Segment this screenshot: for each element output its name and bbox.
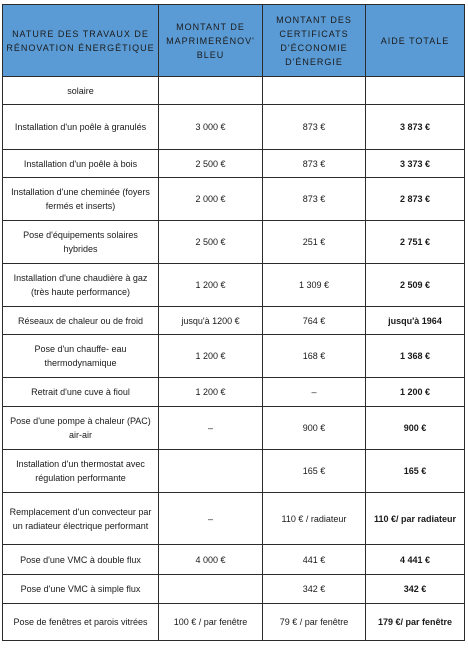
cell-travaux: Pose d'équipements solaires hybrides	[3, 221, 159, 264]
cell-cee: 873 €	[263, 150, 366, 178]
cell-maprime: 1 200 €	[159, 335, 263, 378]
cell-maprime: 2 500 €	[159, 150, 263, 178]
cell-cee: 441 €	[263, 545, 366, 575]
cell-cee: 79 € / par fenêtre	[263, 604, 366, 641]
cell-aide: 179 €/ par fenêtre	[366, 604, 465, 641]
header-row	[3, 5, 465, 77]
cell-maprime: –	[159, 493, 263, 545]
cell-maprime: 2 000 €	[159, 178, 263, 221]
cell-aide: 4 441 €	[366, 545, 465, 575]
cell-travaux: Pose d'un chauffe- eau thermodynamique	[3, 335, 159, 378]
cell-cee	[263, 77, 366, 105]
cell-travaux: Pose d'une VMC à simple flux	[3, 575, 159, 604]
table-row	[3, 493, 465, 545]
cell-maprime	[159, 77, 263, 105]
cell-aide: 900 €	[366, 407, 465, 450]
table-row	[3, 575, 465, 604]
cell-aide: 2 873 €	[366, 178, 465, 221]
header-maprime: MONTANT DE MAPRIMERÉNOV' BLEU	[159, 5, 263, 77]
cell-cee: 873 €	[263, 105, 366, 150]
cell-maprime	[159, 450, 263, 493]
cell-cee: 1 309 €	[263, 264, 366, 307]
table-row	[3, 77, 465, 105]
cell-aide: 1 200 €	[366, 378, 465, 407]
cell-travaux: solaire	[3, 77, 159, 105]
cell-maprime: –	[159, 407, 263, 450]
cell-travaux: Réseaux de chaleur ou de froid	[3, 307, 159, 335]
aid-table	[2, 4, 465, 641]
cell-aide: 2 751 €	[366, 221, 465, 264]
cell-travaux: Installation d'une cheminée (foyers fermés et inserts)	[3, 178, 159, 221]
cell-travaux: Installation d'un poêle à granulés	[3, 105, 159, 150]
cell-aide: 342 €	[366, 575, 465, 604]
cell-cee: 168 €	[263, 335, 366, 378]
cell-cee: –	[263, 378, 366, 407]
header-cee: MONTANT DES CERTIFICATS D'ÉCONOMIE D'ÉNERGIE	[263, 5, 366, 77]
cell-maprime: 2 500 €	[159, 221, 263, 264]
cell-maprime: 3 000 €	[159, 105, 263, 150]
cell-cee: 110 € / radiateur	[263, 493, 366, 545]
cell-travaux: Installation d'un poêle à bois	[3, 150, 159, 178]
table-row	[3, 264, 465, 307]
cell-travaux: Retrait d'une cuve à fioul	[3, 378, 159, 407]
cell-maprime: 100 € / par fenêtre	[159, 604, 263, 641]
table-row	[3, 150, 465, 178]
cell-cee: 764 €	[263, 307, 366, 335]
cell-aide: 3 873 €	[366, 105, 465, 150]
table-row	[3, 105, 465, 150]
cell-travaux: Pose d'une VMC à double flux	[3, 545, 159, 575]
cell-travaux: Installation d'un thermostat avec régulation performante	[3, 450, 159, 493]
cell-travaux: Pose de fenêtres et parois vitrées	[3, 604, 159, 641]
cell-maprime: jusqu'à 1200 €	[159, 307, 263, 335]
cell-travaux: Installation d'une chaudière à gaz (très haute performance)	[3, 264, 159, 307]
cell-cee: 165 €	[263, 450, 366, 493]
table-row	[3, 407, 465, 450]
cell-maprime	[159, 575, 263, 604]
cell-aide: 110 €/ par radiateur	[366, 493, 465, 545]
cell-maprime: 1 200 €	[159, 264, 263, 307]
table-row	[3, 545, 465, 575]
cell-travaux: Remplacement d'un convecteur par un radiateur électrique performant	[3, 493, 159, 545]
cell-aide	[366, 77, 465, 105]
cell-cee: 251 €	[263, 221, 366, 264]
header-aide: AIDE TOTALE	[366, 5, 465, 77]
header-travaux: NATURE DES TRAVAUX DE RÉNOVATION ÉNERGÉTIQUE	[3, 5, 159, 77]
table-row	[3, 221, 465, 264]
cell-aide: 165 €	[366, 450, 465, 493]
cell-aide: jusqu'à 1964	[366, 307, 465, 335]
table-row	[3, 307, 465, 335]
table-row	[3, 450, 465, 493]
cell-cee: 342 €	[263, 575, 366, 604]
cell-aide: 3 373 €	[366, 150, 465, 178]
table-row	[3, 378, 465, 407]
cell-cee: 900 €	[263, 407, 366, 450]
cell-cee: 873 €	[263, 178, 366, 221]
cell-aide: 1 368 €	[366, 335, 465, 378]
table-row	[3, 178, 465, 221]
table-row	[3, 335, 465, 378]
cell-maprime: 4 000 €	[159, 545, 263, 575]
cell-maprime: 1 200 €	[159, 378, 263, 407]
cell-travaux: Pose d'une pompe à chaleur (PAC) air-air	[3, 407, 159, 450]
table-row	[3, 604, 465, 641]
cell-aide: 2 509 €	[366, 264, 465, 307]
